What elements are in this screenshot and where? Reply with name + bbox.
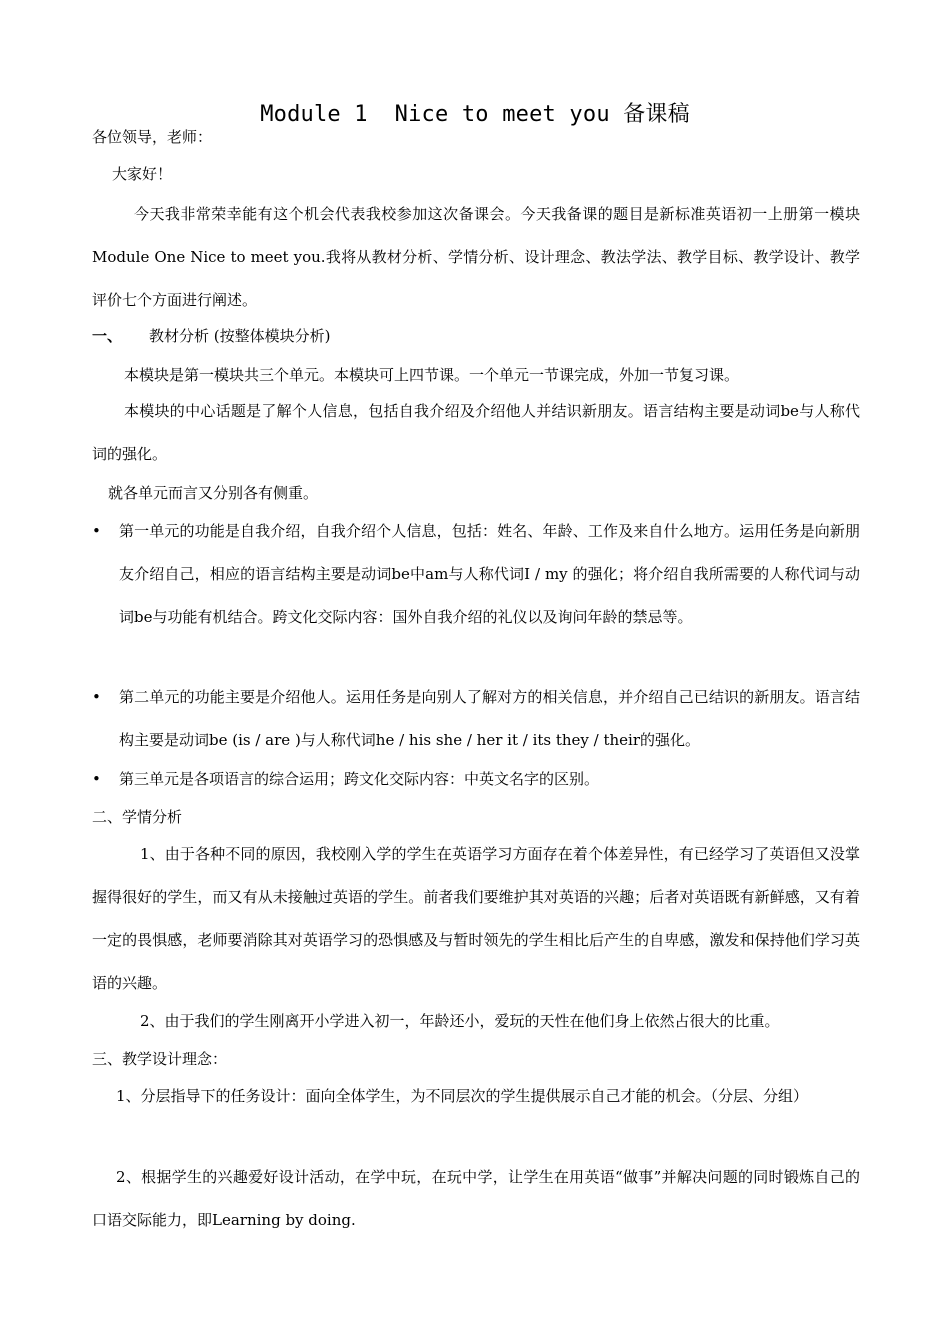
section-1-number: 一、 <box>92 327 123 345</box>
section-1-title: 教材分析 (按整体模块分析) <box>149 327 331 345</box>
section-1-paragraph-3: 就各单元而言又分别各有侧重。 <box>108 484 319 502</box>
bullet-text: 第三单元是各项语言的综合运用；跨文化交际内容：中英文名字的区别。 <box>119 770 600 788</box>
bullet-item-unit-1 <box>92 510 860 639</box>
section-2-heading: 二、学情分析 <box>92 808 183 826</box>
bullet-item-unit-2 <box>92 676 860 762</box>
bullet-icon: • <box>92 770 101 788</box>
intro-paragraph: 今天我非常荣幸能有这个机会代表我校参加这次备课会。今天我备课的题目是新标准英语初一上册第一模块Module One Nice to meet you.我将从教材分析、学情分析、设计理念、教法学法、教学目标、教学设计、教学评价七个方面进行阐述。 <box>92 205 860 309</box>
bullet-icon: • <box>92 688 101 706</box>
section-2-paragraph-2: 2、由于我们的学生刚离开小学进入初一，年龄还小，爱玩的天性在他们身上依然占很大的比重。 <box>140 1012 780 1030</box>
bullet-text: 第一单元的功能是自我介绍，自我介绍个人信息，包括：姓名、年龄、工作及来自什么地方。运用任务是向新朋友介绍自己，相应的语言结构主要是动词be中am与人称代词I / my 的强化；将介绍自我所需要的人称代词与动词be与功能有机结合。跨文化交际内容：国外自我介绍的礼仪以及询问年龄的禁忌等。 <box>119 522 860 626</box>
document-title: Module 1 Nice to meet you 备课稿 <box>260 102 690 127</box>
section-3-heading: 三、教学设计理念： <box>92 1050 228 1068</box>
bullet-item-unit-3 <box>92 758 860 801</box>
bullet-icon: • <box>92 522 101 540</box>
section-1-heading <box>92 315 330 358</box>
greeting: 各位领导，老师： <box>92 128 213 146</box>
bullet-text: 第二单元的功能主要是介绍他人。运用任务是向别人了解对方的相关信息，并介绍自己已结识的新朋友。语言结构主要是动词be (is / are )与人称代词he / his she / her it / its they / their的强化。 <box>119 688 860 749</box>
section-3-paragraph-2: 2、根据学生的兴趣爱好设计活动，在学中玩，在玩中学，让学生在用英语“做事”并解决问题的同时锻炼自己的口语交际能力，即Learning by doing. <box>92 1168 860 1229</box>
section-1-paragraph-2: 本模块的中心话题是了解个人信息，包括自我介绍及介绍他人并结识新朋友。语言结构主要是动词be与人称代词的强化。 <box>92 402 860 463</box>
section-2-paragraph-1: 1、由于各种不同的原因，我校刚入学的学生在英语学习方面存在着个体差异性，有已经学习了英语但又没掌握得很好的学生，而又有从未接触过英语的学生。前者我们要维护其对英语的兴趣；后者对英语既有新鲜感，又有着一定的畏惧感，老师要消除其对英语学习的恐惧感及与暂时领先的学生相比后产生的自卑感，激发和保持他们学习英语的兴趣。 <box>92 845 860 992</box>
section-3-paragraph-1: 1、分层指导下的任务设计：面向全体学生，为不同层次的学生提供展示自己才能的机会。（分层、分组） <box>116 1087 809 1105</box>
section-1-paragraph-1: 本模块是第一模块共三个单元。本模块可上四节课。一个单元一节课完成，外加一节复习课。 <box>124 366 740 384</box>
hello: 大家好！ <box>112 165 173 183</box>
